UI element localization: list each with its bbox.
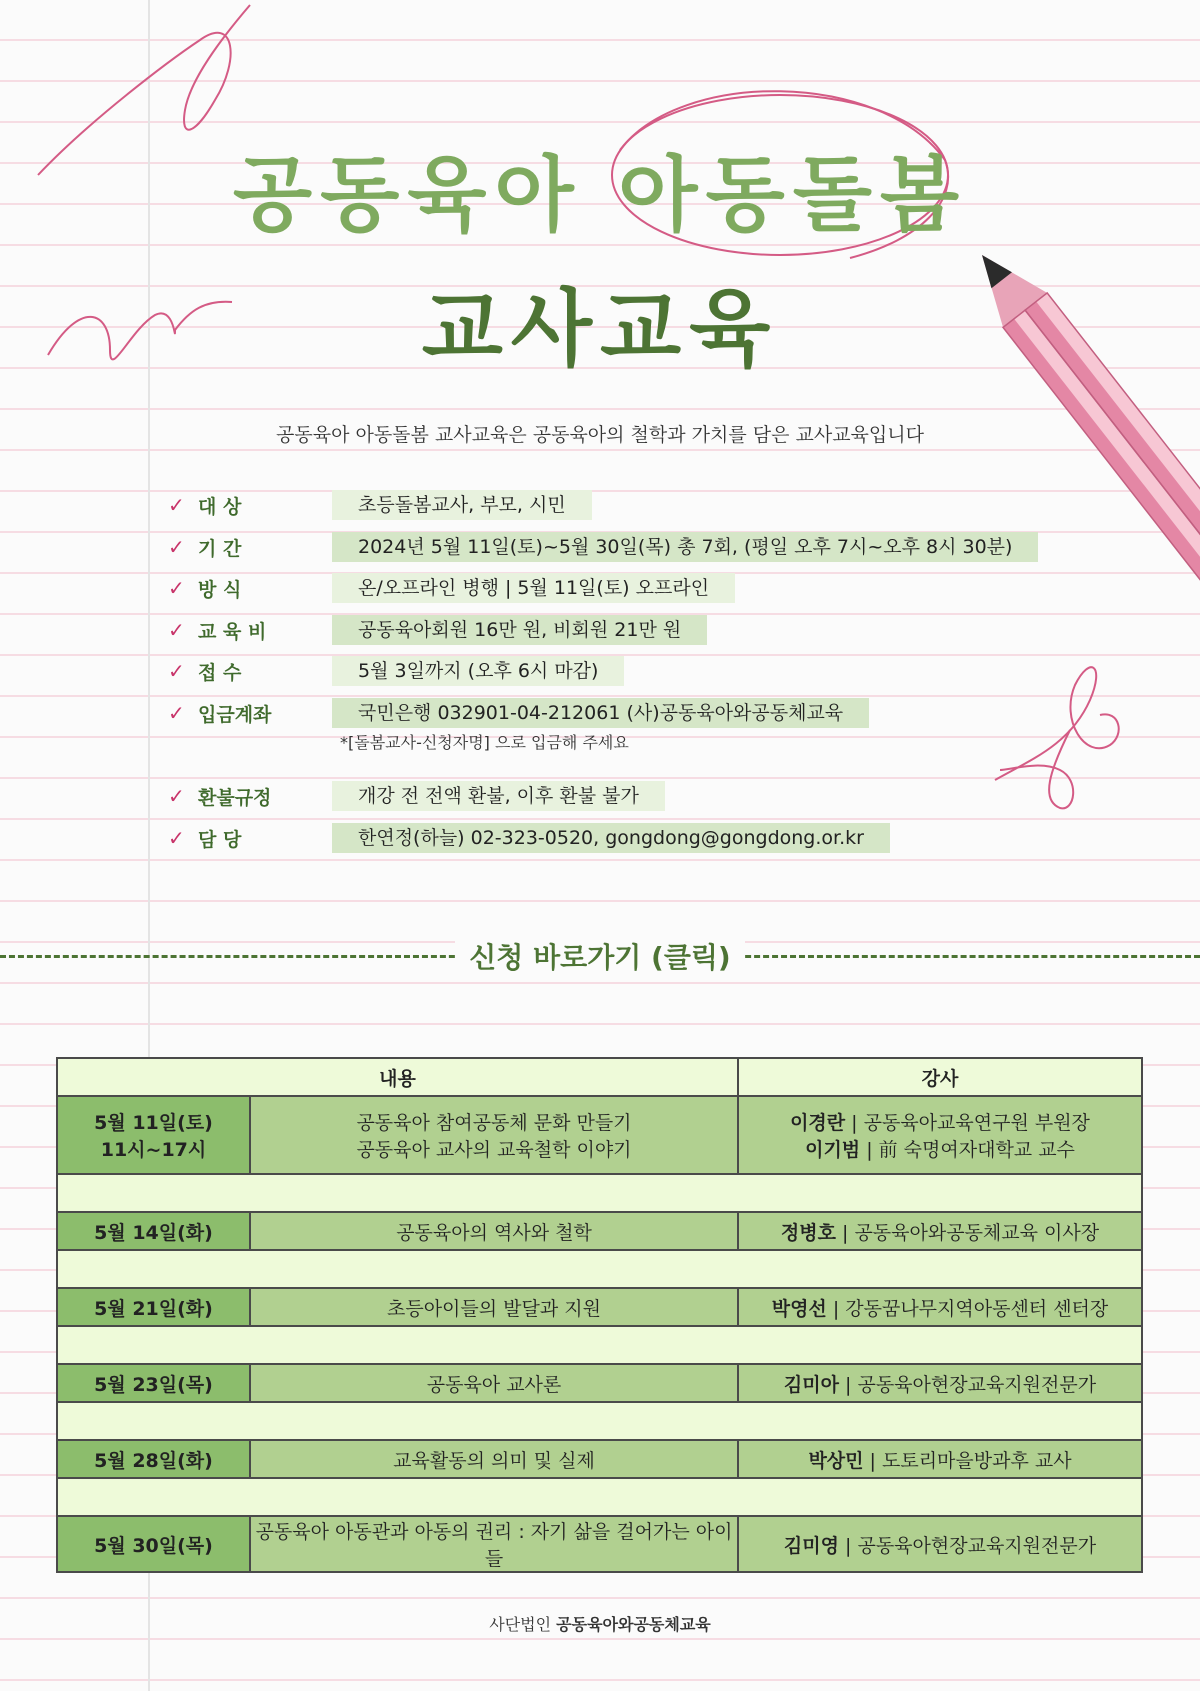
session-content: 공동육아 참여공동체 문화 만들기 공동육아 교사의 교육철학 이야기 [250,1096,738,1174]
session-lecturer: 김미영 | 공동육아현장교육지원전문가 [738,1516,1142,1572]
info-row-account [168,697,869,729]
info-row-contact [168,822,890,854]
check-icon: ✓ [168,535,185,559]
info-label: 담 당 [198,828,242,851]
page-title-line2: 교사교육 [421,279,779,378]
session-lecturer: 박상민 | 도토리마을방과후 교사 [738,1440,1142,1478]
info-value: 한연정(하늘) 02-323-0520, gongdong@gongdong.or.kr [332,823,890,853]
info-row-method [168,572,735,604]
table-row [57,1288,1142,1326]
table-row [57,1440,1142,1478]
session-content: 공동육아 교사론 [250,1364,738,1402]
info-row-fee [168,614,707,646]
deposit-note: *[돌봄교사-신청자명] 으로 입금해 주세요 [340,733,629,752]
info-value: 온/오프라인 병행 | 5월 11일(토) 오프라인 [332,573,735,603]
check-icon: ✓ [168,701,185,725]
check-icon: ✓ [168,826,185,850]
info-label: 대 상 [198,495,242,518]
table-row [57,1364,1142,1402]
info-label: 기 간 [198,537,242,560]
info-value: 초등돌봄교사, 부모, 시민 [332,490,592,520]
table-row [57,1516,1142,1572]
table-row [57,1096,1142,1174]
session-content: 초등아이들의 발달과 지원 [250,1288,738,1326]
table-row [57,1212,1142,1250]
check-icon: ✓ [168,618,185,642]
page-subtitle: 공동육아 아동돌봄 교사교육은 공동육아의 철학과 가치를 담은 교사교육입니다 [276,424,924,446]
info-value: 공동육아회원 16만 원, 비회원 21만 원 [332,615,707,645]
apply-section [0,936,1200,976]
session-lecturer: 이경란 | 공동육아교육연구원 부원장 이기범 | 前 숙명여자대학교 교수 [738,1096,1142,1174]
check-icon: ✓ [168,784,185,808]
session-content: 공동육아의 역사와 철학 [250,1212,738,1250]
session-content: 교육활동의 의미 및 실제 [250,1440,738,1478]
info-label: 접 수 [198,661,242,684]
session-date: 5월 14일(화) [57,1212,250,1250]
check-icon: ✓ [168,576,185,600]
info-value: 개강 전 전액 환불, 이후 환불 불가 [332,781,665,811]
session-date: 5월 21일(화) [57,1288,250,1326]
info-label: 입금계좌 [198,703,272,726]
session-date: 5월 23일(목) [57,1364,250,1402]
info-row-registration [168,655,624,687]
info-value: 5월 3일까지 (오후 6시 마감) [332,656,624,686]
info-row-refund [168,780,665,812]
spiral-doodle [995,667,1119,780]
session-date: 5월 30일(목) [57,1516,250,1572]
info-label: 방 식 [198,578,242,601]
info-value: 2024년 5월 11일(토)~5월 30일(목) 총 7회, (평일 오후 7시~오후 8시 30분) [332,532,1038,562]
info-row-target [168,489,592,521]
check-icon: ✓ [168,493,185,517]
info-label: 환불규정 [198,786,272,809]
check-icon: ✓ [168,659,185,683]
header-content: 내용 [57,1058,738,1096]
info-row-period [168,531,1038,563]
apply-link[interactable]: 신청 바로가기 (클릭) [455,936,744,976]
schedule-table [56,1057,1143,1573]
page-title-line1: 공동육아 아동돌봄 [232,147,968,243]
info-value: 국민은행 032901-04-212061 (사)공동육아와공동체교육 [332,698,869,728]
session-lecturer: 정병호 | 공동육아와공동체교육 이사장 [738,1212,1142,1250]
footer-organization: 사단법인 공동육아와공동체교육 [489,1615,711,1634]
session-date: 5월 28일(화) [57,1440,250,1478]
header-lecturer: 강사 [738,1058,1142,1096]
session-lecturer: 김미아 | 공동육아현장교육지원전문가 [738,1364,1142,1402]
info-label: 교 육 비 [198,620,267,643]
session-content: 공동육아 아동관과 아동의 권리 : 자기 삶을 걸어가는 아이들 [250,1516,738,1572]
session-date: 5월 11일(토) 11시~17시 [57,1096,250,1174]
session-lecturer: 박영선 | 강동꿈나무지역아동센터 센터장 [738,1288,1142,1326]
